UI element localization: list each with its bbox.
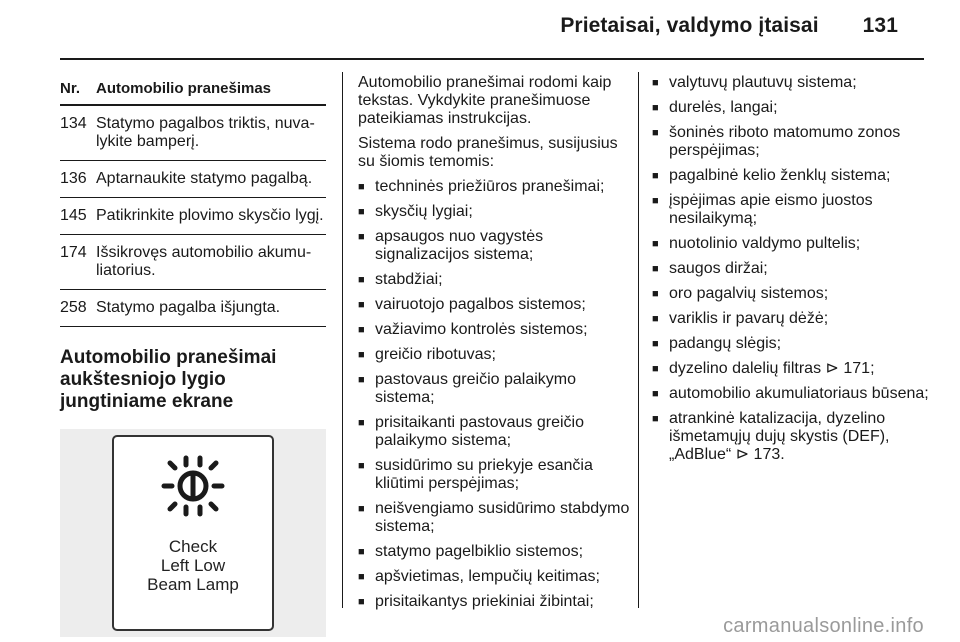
left-column [60, 74, 326, 608]
row-message: Patikrinkite plovimo skysčio lygį. [96, 207, 324, 224]
list-item: ■ apšvietimas, lempučių keitimas; [358, 568, 630, 586]
column-divider [342, 72, 343, 608]
list-item: ■ saugos diržai; [652, 260, 932, 278]
row-number: 174 [60, 244, 87, 261]
row-message: Statymo pagalbos triktis, nuvalykite bamperį. [96, 115, 315, 150]
middle-column [358, 74, 630, 608]
table-row [60, 161, 326, 198]
table-row [60, 235, 326, 290]
list-item: ■ statymo pagelbiklio sistemos; [358, 543, 630, 561]
list-item: ■ apsaugos nuo vagystės signalizacijos sistema; [358, 228, 630, 264]
warning-line: Left Low [160, 556, 226, 575]
column-divider [638, 72, 639, 608]
list-item: ■ prisitaikantys priekiniai žibintai; [358, 593, 630, 611]
row-number: 145 [60, 207, 87, 224]
row-number: 258 [60, 299, 87, 316]
list-item: ■ įspėjimas apie eismo juostos nesilaikymą; [652, 192, 932, 228]
warning-message [114, 537, 272, 594]
list-item: ■ pagalbinė kelio ženklų sistema; [652, 167, 932, 185]
list-item: ■ neišvengiamo susidūrimo stabdymo sistema; [358, 500, 630, 536]
low-beam-lamp-icon [158, 451, 228, 521]
row-number: 134 [60, 115, 87, 132]
row-message: Išsikrovęs automobilio akumuliatorius. [96, 244, 312, 279]
list-item: ■ valytuvų plautuvų sistema; [652, 74, 932, 92]
list-item: ■ techninės priežiūros pranešimai; [358, 178, 630, 196]
right-column [652, 74, 932, 608]
header-rule [60, 58, 924, 60]
list-item: ■ šoninės riboto matomumo zonos perspėjimas; [652, 124, 932, 160]
warning-figure [60, 429, 326, 637]
warning-line: Beam Lamp [147, 575, 239, 594]
row-message: Aptarnaukite statymo pagalbą. [96, 170, 313, 187]
header-title: Prietaisai, valdymo įtaisai [560, 14, 819, 37]
list-item: ■ vairuotojo pagalbos sistemos; [358, 296, 630, 314]
list-item: ■ nuotolinio valdymo pultelis; [652, 235, 932, 253]
row-message: Statymo pagalba išjungta. [96, 299, 281, 316]
list-item: ■ padangų slėgis; [652, 335, 932, 353]
page-header [560, 14, 898, 38]
topic-list [358, 178, 630, 611]
list-item: ■ pastovaus greičio palaikymo sistema; [358, 371, 630, 407]
list-item: ■ automobilio akumuliatoriaus būsena; [652, 385, 932, 403]
list-item: ■ atrankinė katalizacija, dyzelino išmetamųjų dujų skystis (DEF), „AdBlue“ ⊳ 173. [652, 410, 932, 464]
table-row [60, 290, 326, 327]
warning-line: Check [168, 537, 218, 556]
column-header-message: Automobilio pranešimas [96, 80, 272, 97]
warning-display [112, 435, 274, 631]
watermark-text: carmanualsonline.info [723, 615, 924, 637]
intro-paragraph: Automobilio pranešimai rodomi kaip tekstas. Vykdykite pranešimuose pateikiamas instrukcijas. [358, 74, 612, 127]
list-item: ■ susidūrimo su priekyje esančia kliūtimi perspėjimas; [358, 457, 630, 493]
table-header [60, 74, 326, 106]
row-number: 136 [60, 170, 87, 187]
list-item: ■ durelės, langai; [652, 99, 932, 117]
list-item: ■ variklis ir pavarų dėžė; [652, 310, 932, 328]
topics-paragraph: Sistema rodo pranešimus, susijusius su šiomis temomis: [358, 135, 618, 170]
section-heading: Automobilio pranešimai aukštesniojo lygio jungtiniame ekrane [60, 347, 277, 412]
topic-list-continued [652, 74, 932, 464]
table-row [60, 106, 326, 161]
page-number: 131 [862, 14, 898, 37]
list-item: ■ oro pagalvių sistemos; [652, 285, 932, 303]
list-item: ■ stabdžiai; [358, 271, 630, 289]
list-item: ■ skysčių lygiai; [358, 203, 630, 221]
list-item: ■ greičio ribotuvas; [358, 346, 630, 364]
list-item: ■ važiavimo kontrolės sistemos; [358, 321, 630, 339]
list-item: ■ prisitaikanti pastovaus greičio palaikymo sistema; [358, 414, 630, 450]
list-item: ■ dyzelino dalelių filtras ⊳ 171; [652, 360, 932, 378]
table-row [60, 198, 326, 235]
column-header-nr: Nr. [60, 80, 81, 97]
